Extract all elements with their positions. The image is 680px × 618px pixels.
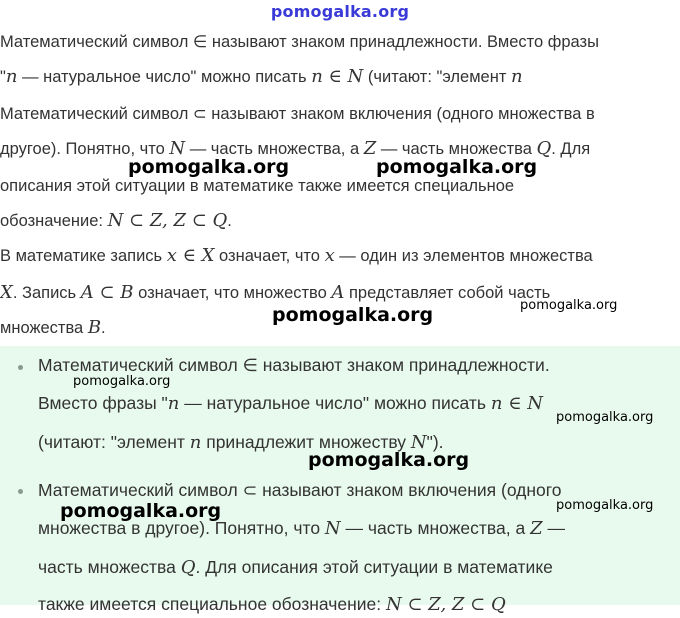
math-formula: n ∈ N (490, 393, 543, 414)
text: Математический символ ∈ называют знаком принадлежности. (38, 355, 550, 375)
math-var: A (331, 282, 345, 303)
watermark: pomogalka.org (556, 410, 654, 425)
text: представляет собой часть (344, 284, 551, 302)
text: . (227, 212, 232, 230)
math-var: n (5, 66, 18, 87)
top-line-7 (0, 244, 593, 268)
math-formula: N ⊂ Z, Z ⊂ Q (386, 594, 506, 615)
text: означает, что множество (133, 284, 332, 302)
math-var: x (324, 245, 335, 266)
text: принадлежит множеству (201, 432, 411, 452)
text: другое). Понятно, что (0, 140, 170, 158)
text: описания этой ситуации в математике также имеется специальное (0, 177, 515, 195)
text: — часть множества, а (185, 140, 364, 158)
watermark: pomogalka.org (376, 156, 538, 178)
text: . Запись (12, 284, 81, 302)
text: Математический символ ⊂ называют знаком включения (одного (38, 480, 562, 500)
math-var: B (87, 317, 102, 338)
text: — часть множества (376, 140, 537, 158)
watermark: pomogalka.org (556, 498, 654, 513)
text: — натуральное число" можно писать (179, 393, 491, 413)
text: . Для (551, 140, 591, 158)
text: множества (0, 319, 88, 337)
math-var: n (167, 393, 180, 414)
text: Математический символ ∈ называют знаком принадлежности. Вместо фразы (0, 33, 599, 51)
watermark: pomogalka.org (308, 449, 470, 471)
math-var: Q (536, 138, 552, 159)
watermark: pomogalka.org (272, 304, 434, 326)
bullet-2-icon (18, 489, 23, 494)
math-var: Z (530, 518, 543, 539)
site-link[interactable]: pomogalka.org (270, 2, 410, 21)
top-line-6 (0, 209, 232, 233)
text: часть множества (38, 557, 181, 577)
text: — (542, 518, 565, 538)
bullet-1-line-2 (38, 390, 543, 417)
text: множества в другое). Понятно, что (38, 518, 325, 538)
text: обозначение: (0, 212, 108, 230)
math-var: X (0, 282, 13, 303)
text: означает, что (214, 247, 325, 265)
text: "). (426, 432, 444, 452)
math-formula: n ∈ N (311, 66, 364, 87)
bullet-2-line-3 (38, 554, 553, 581)
text: " (0, 68, 6, 86)
math-formula: A ⊂ B (80, 282, 134, 303)
math-var: n (510, 66, 523, 87)
text: — часть множества, а (340, 518, 531, 538)
math-var: N (169, 138, 186, 159)
math-var: N (324, 518, 341, 539)
top-line-1 (0, 30, 599, 54)
watermark: pomogalka.org (73, 374, 171, 389)
top-line-9 (0, 316, 106, 340)
text: (читают: "элемент (363, 68, 511, 86)
bullet-1-icon (18, 365, 23, 370)
watermark: pomogalka.org (60, 500, 222, 522)
text: также имеется специальное обозначение: (38, 594, 386, 614)
watermark: pomogalka.org (128, 156, 290, 178)
math-var: N (410, 432, 427, 453)
text: — один из элементов множества (334, 247, 593, 265)
text: . (101, 319, 106, 337)
text: (читают: "элемент (38, 432, 190, 452)
text: Вместо фразы " (38, 393, 168, 413)
top-line-2 (0, 65, 523, 89)
math-var: n (189, 432, 202, 453)
text: . Для описания этой ситуации в математике (195, 557, 553, 577)
math-formula: N ⊂ Z, Z ⊂ Q (107, 210, 228, 231)
text: В математике запись (0, 247, 167, 265)
text: Математический символ ⊂ называют знаком включения (одного множества в (0, 105, 595, 123)
math-var: Q (180, 557, 196, 578)
text: — натуральное число" можно писать (17, 68, 312, 86)
math-var: Z (363, 138, 377, 159)
watermark: pomogalka.org (520, 298, 618, 313)
top-line-8 (0, 281, 550, 305)
math-formula: x ∈ X (166, 245, 215, 266)
top-line-3 (0, 102, 595, 126)
